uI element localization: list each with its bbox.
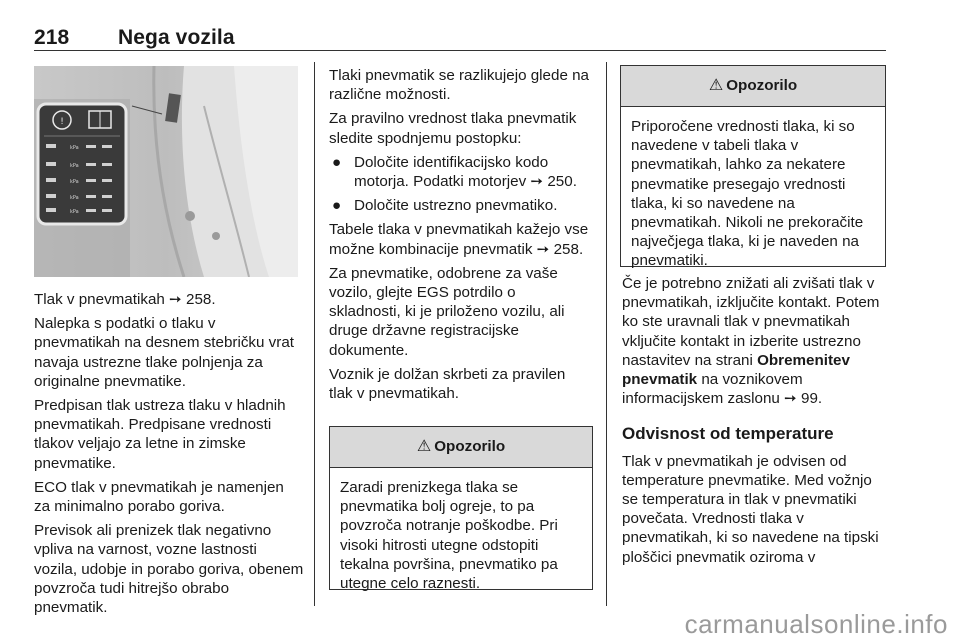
svg-text:kPa: kPa (70, 209, 79, 215)
column-divider (606, 62, 607, 606)
warning-icon: ⚠ (416, 438, 432, 456)
paragraph: Predpisan tlak ustreza tlaku v hladnih pnevmatikah. Predpisane vrednosti tlakov veljajo za letne in zimske pnevmatike. (34, 397, 286, 472)
list-item (329, 153, 591, 191)
column-3 (622, 274, 890, 572)
paragraph: Tabele tlaka v pnevmatikah kažejo vse možne kombinacije pnevmatik ➙ 258. (329, 221, 589, 258)
page-number: 218 (34, 26, 70, 49)
page-title: Nega vozila (118, 26, 235, 49)
bullet-icon: ● (332, 153, 342, 171)
text-span: Če je potrebno znižati ali zvišati tlak v pnevmatikah, izključite kontakt. Potem ko ste uravnali tlak v pnevmatikah vključite kontakt in izberite ustrezno nastavitev na strani (622, 275, 880, 369)
svg-text:kPa: kPa (70, 179, 79, 185)
list-item-text: Določite ustrezno pnevmatiko. (354, 197, 558, 215)
paragraph: Nalepka s podatki o tlaku v pnevmatikah na desnem stebričku vrat navaja ustrezne tlake polnjenja za originalne pnevmatike. (34, 315, 295, 390)
warning-text: Priporočene vrednosti tlaka, ki so navedene v tabeli tlaka v pnevmatikah, lahko za nekatere pnevmatike presegajo vrednosti tlaka, ki so navedene na pnevmatikah. Nikoli ne prekoračite največjega tlaka, ki je naveden na pnevmatiki. (631, 118, 864, 270)
column-1 (34, 290, 304, 622)
paragraph: ECO tlak v pnevmatikah je namenjen za minimalno porabo goriva. (34, 478, 284, 516)
page-header (34, 26, 235, 50)
section-heading: Odvisnost od temperature (622, 424, 834, 444)
menu-term: Obremenitev pnevmatik (622, 351, 850, 389)
warning-icon: ⚠ (708, 77, 724, 95)
column-divider (314, 62, 315, 606)
tire-pressure-label-illustration (34, 66, 298, 277)
paragraph: Tlak v pnevmatikah ➙ 258. (34, 291, 216, 308)
header-rule (34, 50, 886, 51)
svg-text:kPa: kPa (70, 163, 79, 169)
list-item-text: Določite identifikacijsko kodo motorja. Podatki motorjev ➙ 250. (354, 153, 577, 191)
paragraph (622, 274, 890, 408)
warning-title: Opozorilo (726, 77, 798, 95)
column-2 (329, 66, 591, 408)
warning-box (620, 65, 886, 270)
paragraph: Za pravilno vrednost tlaka pnevmatik sledite spodnjemu postopku: (329, 110, 577, 147)
warning-text: Zaradi prenizkega tlaka se pnevmatika bolj ogreje, to pa povzroča notranje poškodbe. Pri visoki hitrosti utegne odstopiti tekalna površina, pnevmatiko pa utegne celo raznesti. (340, 479, 558, 593)
paragraph: Za pnevmatike, odobrene za vaše vozilo, glejte EGS potrdilo o skladnosti, ki je priloženo vozilu, ali druge državne registracijske dokumente. (329, 264, 565, 359)
warning-title: Opozorilo (434, 438, 506, 456)
svg-text:kPa: kPa (70, 195, 79, 201)
paragraph: Previsok ali prenizek tlak negativno vpliva na varnost, vozne lastnosti vozila, udobje in porabo goriva, obenem povzroča tudi hitrejšo obrabo pnevmatik. (34, 522, 304, 617)
svg-text:!: ! (60, 117, 64, 127)
warning-header (330, 427, 592, 468)
watermark: carmanualsonline.info (684, 609, 948, 639)
list-item (329, 196, 591, 215)
bullet-icon: ● (332, 197, 342, 215)
svg-text:kPa: kPa (70, 145, 79, 151)
paragraph: Voznik je dolžan skrbeti za pravilen tlak v pnevmatikah. (329, 365, 566, 403)
warning-header (621, 66, 885, 107)
paragraph: Tlak v pnevmatikah je odvisen od temperature pnevmatike. Med vožnjo se temperatura in tlak v pnevmatiki povečata. Vrednosti tlaka v pnevmatikah, ki so navedene na tipski ploščici pnevmatik oziroma v (622, 452, 879, 566)
paragraph: Tlaki pnevmatik se razlikujejo glede na različne možnosti. (329, 67, 590, 104)
text-span: na voznikovem informacijskem zaslonu ➙ 99. (622, 371, 823, 408)
warning-box (329, 426, 593, 593)
